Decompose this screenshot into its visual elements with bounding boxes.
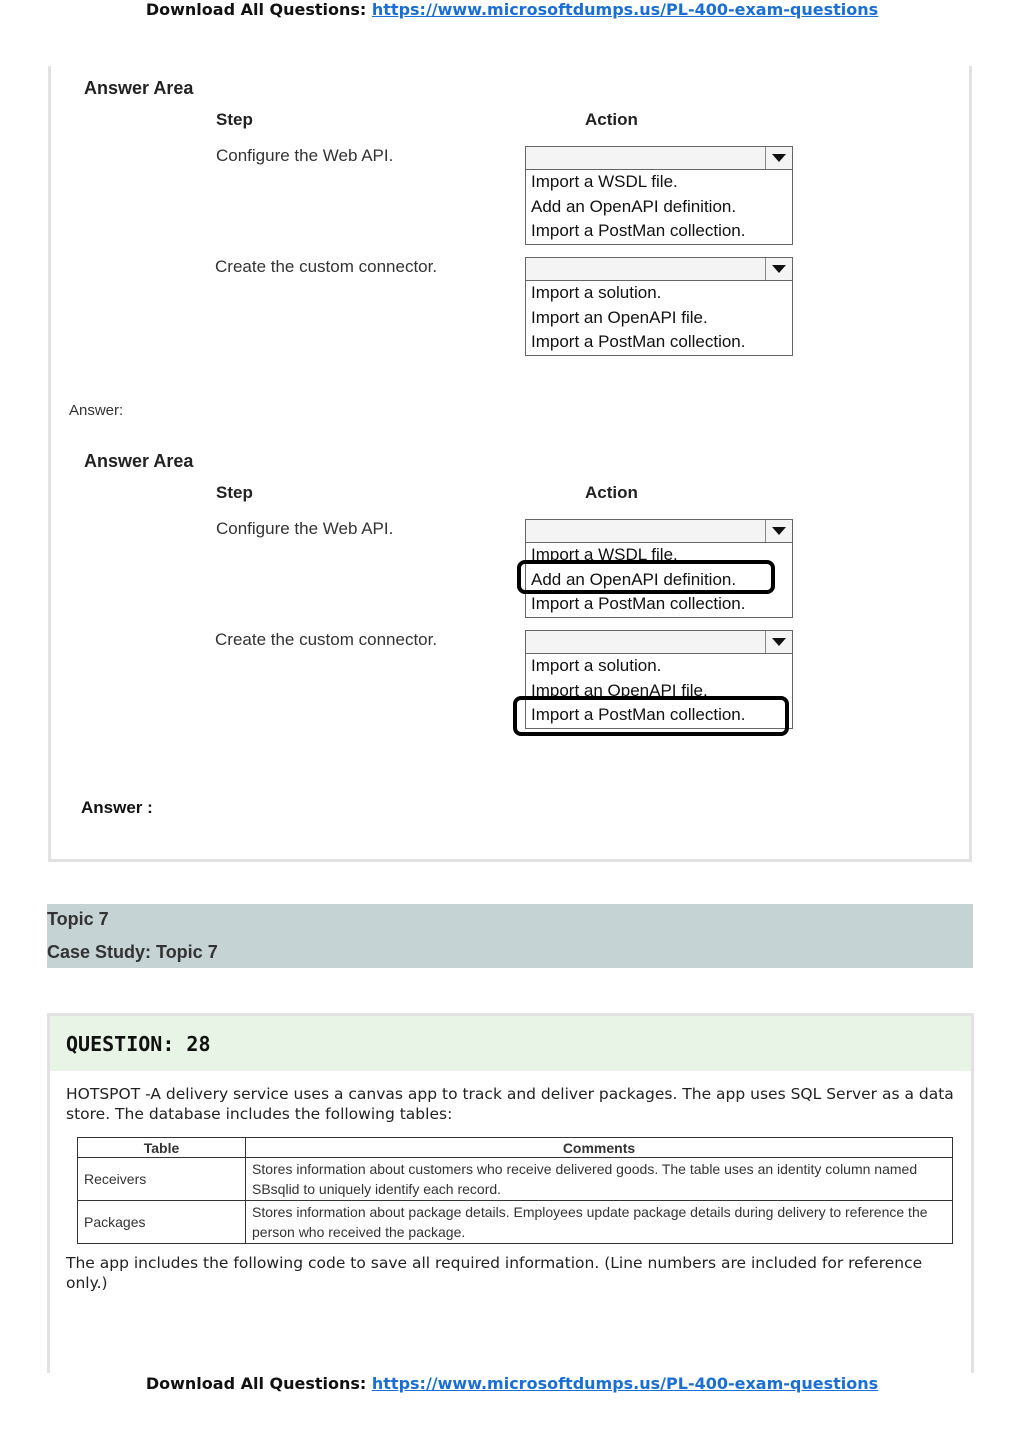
- dropdown-header[interactable]: [526, 258, 792, 281]
- table-header-row: [78, 1138, 953, 1158]
- step-label: Create the custom connector.: [215, 257, 438, 276]
- question-header: [50, 1016, 971, 1071]
- answer-panel: [48, 66, 972, 862]
- header-link[interactable]: https://www.microsoftdumps.us/PL-400-exam-questions: [371, 0, 879, 19]
- question-box: [47, 1013, 974, 1373]
- chevron-down-icon[interactable]: [765, 258, 792, 280]
- question-text: HOTSPOT -A delivery service uses a canvas app to track and deliver packages. The app uses SQL Server as a data store. The database includes the following tables:: [66, 1085, 954, 1123]
- table-cell: Receivers: [78, 1158, 246, 1201]
- tables-table: [77, 1137, 953, 1244]
- answer-area-title: Answer Area: [84, 78, 194, 98]
- table-cell: Packages: [78, 1201, 246, 1244]
- dropdown-option[interactable]: Add an OpenAPI definition.: [531, 196, 737, 216]
- dropdown-option[interactable]: Import an OpenAPI file.: [531, 307, 708, 327]
- dropdown-option[interactable]: Import a WSDL file.: [531, 545, 678, 564]
- selection-highlight: [513, 696, 789, 736]
- page-header: [0, 0, 1024, 19]
- page-footer: [0, 1374, 1024, 1393]
- footer-label: Download All Questions:: [145, 1374, 367, 1393]
- action-dropdown[interactable]: [525, 257, 793, 356]
- action-column-header: Action: [585, 110, 638, 129]
- case-study-title: Case Study: Topic 7: [47, 942, 218, 962]
- table-header-cell: Table: [78, 1138, 246, 1158]
- question-followup-text: The app includes the following code to save all required information. (Line numbers are included for reference only.): [66, 1254, 923, 1292]
- table-cell: Stores information about package details. Employees update package details during delivery to reference the person who received the package.: [246, 1201, 953, 1244]
- answer-area-title: Answer Area: [84, 451, 194, 471]
- step-label: Configure the Web API.: [216, 519, 394, 538]
- chevron-down-icon[interactable]: [765, 631, 792, 653]
- dropdown-header[interactable]: [526, 147, 792, 170]
- dropdown-option[interactable]: Import an OpenAPI file.: [531, 680, 708, 700]
- dropdown-option[interactable]: Import a solution.: [531, 656, 662, 675]
- dropdown-header[interactable]: [526, 520, 792, 543]
- footer-link[interactable]: https://www.microsoftdumps.us/PL-400-exam-questions: [371, 1374, 879, 1393]
- answer-label: Answer:: [69, 402, 124, 419]
- topic-title: Topic 7: [47, 909, 109, 929]
- dropdown-option-selected[interactable]: Import a PostMan collection.: [531, 705, 746, 724]
- answer-colon-label: Answer :: [81, 798, 153, 817]
- table-row: [78, 1201, 953, 1244]
- selection-highlight: [517, 560, 775, 594]
- dropdown-option[interactable]: Import a PostMan collection.: [531, 332, 746, 351]
- topic-bar: [47, 904, 973, 968]
- chevron-down-icon[interactable]: [765, 520, 792, 542]
- step-column-header: Step: [216, 483, 253, 502]
- header-label: Download All Questions:: [145, 0, 367, 19]
- dropdown-option[interactable]: Import a WSDL file.: [531, 172, 678, 191]
- table-header-cell: Comments: [246, 1138, 953, 1158]
- chevron-down-icon[interactable]: [765, 147, 792, 169]
- dropdown-option[interactable]: Import a solution.: [531, 283, 662, 302]
- table-row: [78, 1158, 953, 1201]
- dropdown-option[interactable]: Import a PostMan collection.: [531, 594, 746, 613]
- table-cell: Stores information about customers who receive delivered goods. The table uses an identity column named SBsqlid to uniquely identify each record.: [246, 1158, 953, 1201]
- question-title: QUESTION: 28: [66, 1032, 211, 1056]
- step-label: Create the custom connector.: [215, 630, 438, 649]
- question-answer-area: [51, 66, 969, 396]
- step-column-header: Step: [216, 110, 253, 129]
- action-dropdown[interactable]: [525, 146, 793, 245]
- step-label: Configure the Web API.: [216, 146, 394, 165]
- action-column-header: Action: [585, 483, 638, 502]
- dropdown-header[interactable]: [526, 631, 792, 654]
- solution-answer-area: [51, 439, 969, 769]
- dropdown-option[interactable]: Import a PostMan collection.: [531, 221, 746, 240]
- dropdown-option-selected[interactable]: Add an OpenAPI definition.: [531, 569, 737, 589]
